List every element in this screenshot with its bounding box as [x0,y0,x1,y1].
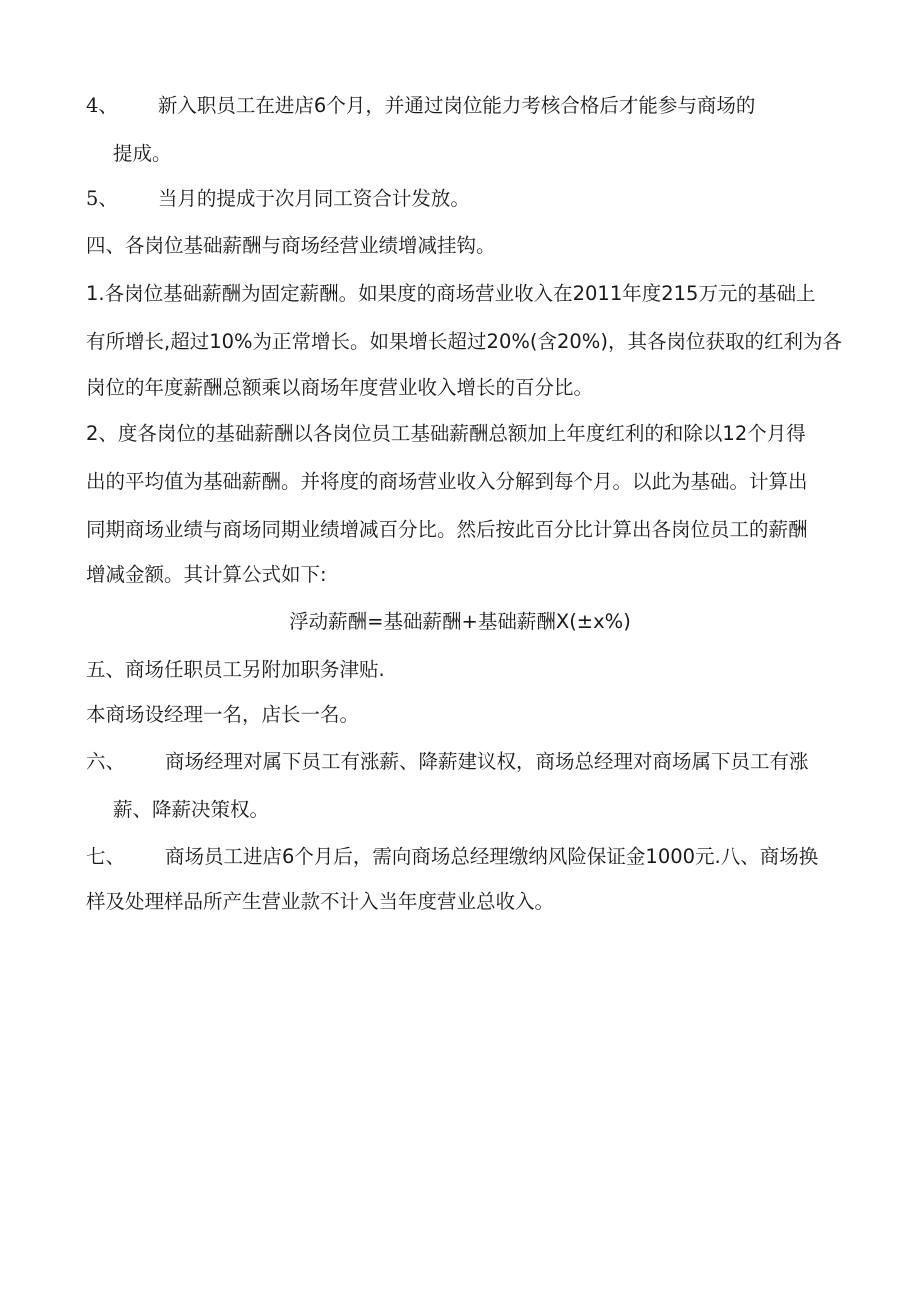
section-6-line-2: 薪、降薪决策权。 [113,798,270,821]
item-4-marker: 4、 [86,94,118,117]
section-7-marker: 七、 [86,845,126,868]
section-4-para-1-line-2: 有所增长,超过10%为正常增长。如果增长超过20%(含20%)，其各岗位获取的红利为各 [86,330,842,353]
section-4-para-1-line-1: 1.各岗位基础薪酬为固定薪酬。如果度的商场营业收入在2011年度215万元的基础上 [86,282,816,305]
section-4-para-2-line-4: 增减金额。其计算公式如下: [86,563,327,586]
section-7-line-1 [86,845,818,868]
section-4-para-2-line-2: 出的平均值为基础薪酬。并将度的商场营业收入分解到每个月。以此为基础。计算出 [86,470,808,493]
section-6-line-1 [86,750,809,773]
item-4-line-2: 提成。 [113,142,172,165]
section-4-para-2-line-1: 2、度各岗位的基础薪酬以各岗位员工基础薪酬总额加上年度红利的和除以12个月得 [86,422,806,445]
section-4-heading: 四、各岗位基础薪酬与商场经营业绩增减挂钩。 [86,234,496,257]
item-4-text: 新入职员工在进店6个月，并通过岗位能力考核合格后才能参与商场的 [157,94,756,117]
section-7-text: 商场员工进店6个月后，需向商场总经理缴纳风险保证金1000元.八、商场换 [165,845,819,868]
item-5-line [86,187,470,210]
salary-formula: 浮动薪酬=基础薪酬+基础薪酬X(±x%) [289,610,631,633]
item-5-marker: 5、 [86,187,118,210]
section-5-heading: 五、商场任职员工另附加职务津贴. [86,658,385,681]
section-6-marker: 六、 [86,750,126,773]
section-4-para-2-line-3: 同期商场业绩与商场同期业绩增减百分比。然后按此百分比计算出各岗位员工的薪酬 [86,518,808,541]
item-4-line-1 [86,94,755,117]
section-7-line-2: 样及处理样品所产生营业款不计入当年度营业总收入。 [86,890,555,913]
section-6-text: 商场经理对属下员工有涨薪、降薪建议权，商场总经理对商场属下员工有涨 [165,750,809,773]
item-5-text: 当月的提成于次月同工资合计发放。 [157,187,470,210]
section-5-text: 本商场设经理一名，店长一名。 [86,703,360,726]
section-4-para-1-line-3: 岗位的年度薪酬总额乘以商场年度营业收入增长的百分比。 [86,376,594,399]
